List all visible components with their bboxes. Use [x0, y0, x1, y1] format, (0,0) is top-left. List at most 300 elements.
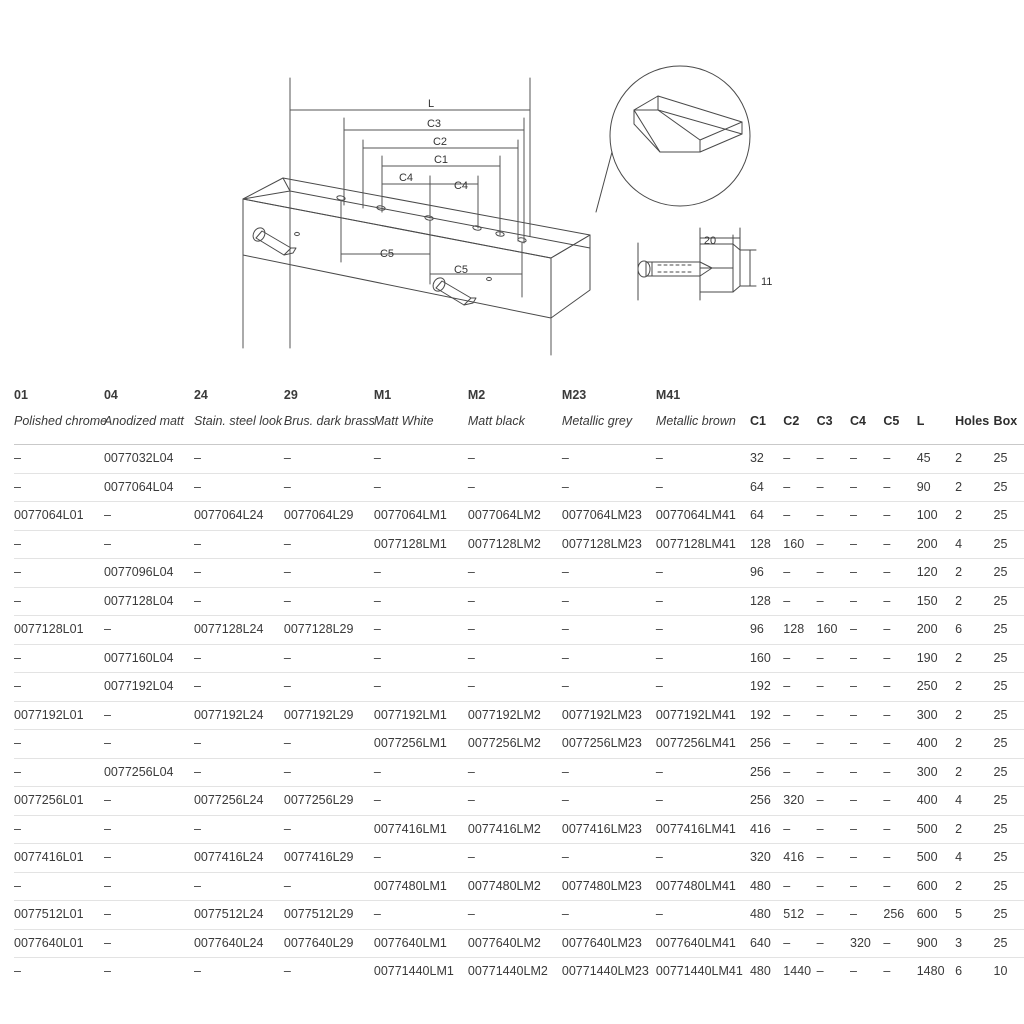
table-cell: 512 [783, 901, 816, 930]
table-row [14, 530, 1024, 559]
table-row [14, 616, 1024, 645]
dim-label-c3: C3 [426, 118, 442, 130]
table-cell: – [104, 616, 194, 645]
header-code-m41: M41 [655, 388, 681, 402]
table-cell: 0077192LM1 [374, 701, 468, 730]
table-cell: 0077192L04 [104, 673, 194, 702]
table-cell: 128 [750, 530, 783, 559]
table-cell: – [468, 787, 562, 816]
table-cell: 0077512L29 [284, 901, 374, 930]
table-cell: 0077192LM23 [562, 701, 656, 730]
technical-drawing [0, 0, 1024, 380]
table-cell: – [194, 473, 284, 502]
table-cell: – [817, 473, 850, 502]
table-cell: 25 [994, 587, 1024, 616]
table-cell: – [850, 844, 883, 873]
table-cell: 192 [750, 701, 783, 730]
table-cell: – [883, 445, 916, 474]
table-row [14, 958, 1024, 986]
table-cell: – [562, 473, 656, 502]
table-cell: 5 [955, 901, 993, 930]
table-cell: – [783, 559, 816, 588]
table-cell: 0077064L01 [14, 502, 104, 531]
table-cell: 0077032L04 [104, 445, 194, 474]
table-cell: 0077128L29 [284, 616, 374, 645]
table-cell: 45 [917, 445, 955, 474]
table-cell: – [194, 587, 284, 616]
table-cell: 1440 [783, 964, 812, 978]
table-cell: 150 [917, 587, 955, 616]
table-cell: – [14, 445, 104, 474]
table-cell: 0077064L29 [284, 502, 374, 531]
table-cell: – [468, 473, 562, 502]
table-row [14, 644, 1024, 673]
table-row [14, 559, 1024, 588]
header-l: L [916, 414, 925, 428]
table-cell: – [562, 587, 656, 616]
table-cell: 0077256LM1 [374, 730, 468, 759]
header-finish-metallic-grey: Metallic grey [561, 414, 633, 428]
table-cell: 0077192LM41 [656, 701, 750, 730]
table-cell: – [14, 559, 104, 588]
table-cell: 25 [994, 616, 1024, 645]
table-cell: – [194, 758, 284, 787]
table-cell: – [656, 473, 750, 502]
table-cell: 2 [955, 673, 993, 702]
table-row [14, 872, 1024, 901]
table-cell: 480 [750, 872, 783, 901]
table-cell: – [883, 587, 916, 616]
table-cell: – [14, 964, 21, 978]
table-cell: 00771440LM23 [561, 964, 649, 978]
table-row [14, 815, 1024, 844]
dim-label-l: L [427, 98, 435, 110]
table-cell: 00771440LM1 [373, 964, 454, 978]
table-cell: 0077512L24 [194, 901, 284, 930]
table-cell: – [783, 673, 816, 702]
table-cell: 0077480LM23 [562, 872, 656, 901]
table-cell: 120 [917, 559, 955, 588]
table-cell: – [850, 616, 883, 645]
table-cell: – [783, 587, 816, 616]
header-c5: C5 [883, 414, 900, 428]
table-cell: 128 [783, 616, 816, 645]
table-cell: 0077640LM23 [562, 929, 656, 958]
table-row [14, 473, 1024, 502]
table-cell: – [883, 502, 916, 531]
table-cell: 0077256LM2 [468, 730, 562, 759]
table-cell: – [850, 673, 883, 702]
table-cell: 2 [955, 587, 993, 616]
table-cell: 0077256LM23 [562, 730, 656, 759]
table-cell: – [284, 730, 374, 759]
table-cell: – [104, 929, 194, 958]
table-cell: – [194, 559, 284, 588]
table-cell: 256 [750, 730, 783, 759]
table-cell: 64 [750, 473, 783, 502]
table-cell: – [850, 587, 883, 616]
table-cell: – [883, 473, 916, 502]
table-cell: 600 [917, 901, 955, 930]
table-cell: – [850, 901, 883, 930]
table-cell: 0077064L24 [194, 502, 284, 531]
table-cell: 2 [955, 758, 993, 787]
table-cell: – [284, 587, 374, 616]
table-cell: – [656, 616, 750, 645]
table-cell: – [104, 530, 194, 559]
table-cell: 25 [994, 445, 1024, 474]
table-cell: 0077480LM2 [468, 872, 562, 901]
table-cell: – [817, 787, 850, 816]
table-cell: – [817, 929, 850, 958]
table-cell: 100 [917, 502, 955, 531]
header-finish-anodized-matt: Anodized matt [103, 414, 184, 428]
table-cell: 2 [955, 815, 993, 844]
table-cell: 32 [750, 445, 783, 474]
table-cell: – [883, 644, 916, 673]
table-cell: – [817, 901, 850, 930]
table-cell: – [817, 844, 850, 873]
table-cell: – [103, 964, 111, 978]
table-cell: 0077096L04 [104, 559, 194, 588]
table-cell: – [783, 701, 816, 730]
table-row [14, 502, 1024, 531]
table-cell: – [14, 872, 104, 901]
table-cell: – [194, 815, 284, 844]
header-c2: C2 [783, 414, 800, 428]
table-cell: – [817, 587, 850, 616]
table-cell: – [468, 758, 562, 787]
table-cell: – [284, 673, 374, 702]
table-row [14, 445, 1024, 474]
table-cell: – [850, 815, 883, 844]
table-cell: – [850, 644, 883, 673]
table-cell: 25 [994, 473, 1024, 502]
table-header [14, 388, 1024, 445]
table-cell: 160 [750, 644, 783, 673]
table-cell: – [883, 844, 916, 873]
table-cell: 0077064L04 [104, 473, 194, 502]
table-cell: 320 [850, 929, 883, 958]
table-cell: – [850, 872, 883, 901]
table-cell: – [562, 673, 656, 702]
table-cell: 2 [955, 644, 993, 673]
header-finish-polished-chrome: Polished chrome [14, 414, 108, 428]
specification-table [14, 388, 1024, 986]
table-cell: – [468, 901, 562, 930]
header-code-29: 29 [283, 388, 298, 402]
table-row [14, 730, 1024, 759]
table-cell: – [883, 616, 916, 645]
dim-label-c5-right: C5 [453, 264, 469, 276]
table-row [14, 901, 1024, 930]
table-cell: – [284, 473, 374, 502]
table-cell: 96 [750, 559, 783, 588]
table-cell: – [656, 673, 750, 702]
table-cell: 0077128LM2 [468, 530, 562, 559]
dim-label-c5-left: C5 [379, 248, 395, 260]
table-cell: 250 [917, 673, 955, 702]
table-cell: 0077416LM2 [468, 815, 562, 844]
table-cell: 416 [783, 844, 816, 873]
table-cell: – [656, 901, 750, 930]
table-cell: 200 [917, 616, 955, 645]
section-view [638, 228, 756, 300]
table-cell: – [656, 559, 750, 588]
table-cell: – [194, 445, 284, 474]
table-cell: – [817, 872, 850, 901]
table-cell: – [14, 644, 104, 673]
table-cell: 2 [955, 445, 993, 474]
table-cell: – [374, 758, 468, 787]
table-cell: – [817, 701, 850, 730]
table-cell: 0077064LM1 [374, 502, 468, 531]
table-cell: 2 [955, 872, 993, 901]
table-cell: – [284, 872, 374, 901]
table-cell: 25 [994, 530, 1024, 559]
table-cell: 25 [994, 787, 1024, 816]
table-cell: 0077480LM41 [656, 872, 750, 901]
table-cell: – [850, 730, 883, 759]
table-cell: 2 [955, 559, 993, 588]
table-cell: 0077640L24 [194, 929, 284, 958]
table-cell: 160 [817, 616, 850, 645]
table-cell: – [850, 530, 883, 559]
table-cell: 0077512L01 [14, 901, 104, 930]
header-code-04: 04 [103, 388, 118, 402]
table-row [14, 787, 1024, 816]
table-cell: 3 [955, 929, 993, 958]
table-cell: – [374, 673, 468, 702]
table-cell: – [14, 473, 104, 502]
header-c3: C3 [816, 414, 833, 428]
table-cell: – [14, 530, 104, 559]
table-cell: 0077256L24 [194, 787, 284, 816]
table-row [14, 673, 1024, 702]
table-cell: 200 [917, 530, 955, 559]
table-row [14, 701, 1024, 730]
table-cell: 400 [917, 787, 955, 816]
table-cell: 0077064LM23 [562, 502, 656, 531]
table-cell: 900 [917, 929, 955, 958]
table-cell: 4 [955, 530, 993, 559]
table-cell: – [850, 502, 883, 531]
table-cell: – [562, 644, 656, 673]
table-cell: 0077128LM41 [656, 530, 750, 559]
table-cell: 256 [883, 901, 916, 930]
table-cell: 0077256L01 [14, 787, 104, 816]
table-cell: – [468, 559, 562, 588]
table-cell: – [374, 644, 468, 673]
table-cell: – [656, 587, 750, 616]
table-cell: 2 [955, 730, 993, 759]
table-cell: 0077640LM1 [374, 929, 468, 958]
table-row [14, 929, 1024, 958]
table-cell: 25 [994, 815, 1024, 844]
table-cell: 6 [955, 964, 963, 978]
table-cell: 128 [750, 587, 783, 616]
table-cell: – [104, 844, 194, 873]
table-cell: – [193, 964, 201, 978]
header-box: Box [993, 414, 1018, 428]
table-cell: – [468, 844, 562, 873]
table-cell: – [283, 964, 291, 978]
header-finish-metallic-brown: Metallic brown [655, 414, 736, 428]
table-cell: – [194, 730, 284, 759]
table-cell: – [883, 872, 916, 901]
table-cell: – [468, 616, 562, 645]
table-cell: 0077416LM1 [374, 815, 468, 844]
table-cell: – [284, 644, 374, 673]
table-cell: 2 [955, 701, 993, 730]
table-cell: – [817, 530, 850, 559]
table-cell: 0077128LM23 [562, 530, 656, 559]
table-cell: – [104, 730, 194, 759]
table-cell: – [883, 530, 916, 559]
table-cell: 300 [917, 701, 955, 730]
table-cell: 500 [917, 815, 955, 844]
table-cell: – [374, 445, 468, 474]
table-body [14, 445, 1024, 986]
header-code-m23: M23 [561, 388, 587, 402]
header-code-24: 24 [193, 388, 208, 402]
table-cell: – [783, 445, 816, 474]
table-cell: 0077256LM41 [656, 730, 750, 759]
table-cell: – [374, 787, 468, 816]
table-cell: 25 [994, 644, 1024, 673]
table-cell: 25 [994, 901, 1024, 930]
header-holes: Holes [955, 414, 990, 428]
header-separator [14, 436, 1024, 445]
table-cell: – [194, 673, 284, 702]
table-cell: 256 [750, 758, 783, 787]
table-cell: – [374, 844, 468, 873]
header-finish-stain-steel-look: Stain. steel look [193, 414, 283, 428]
table-cell: – [783, 815, 816, 844]
detail-callout [596, 66, 750, 212]
table-cell: – [850, 701, 883, 730]
table-cell: – [562, 616, 656, 645]
table-cell: – [817, 673, 850, 702]
table-cell: – [883, 787, 916, 816]
table-cell: 256 [750, 787, 783, 816]
table-cell: 0077192L01 [14, 701, 104, 730]
table-cell: – [783, 473, 816, 502]
table-cell: – [374, 559, 468, 588]
header-finish-matt-black: Matt black [467, 414, 525, 428]
header-code-01: 01 [14, 388, 28, 402]
table-cell: – [817, 502, 850, 531]
table-cell: 640 [750, 929, 783, 958]
table-cell: 480 [749, 964, 771, 978]
table-cell: 0077416LM41 [656, 815, 750, 844]
table-cell: 0077128L24 [194, 616, 284, 645]
table-cell: – [562, 844, 656, 873]
table-cell: 10 [993, 964, 1008, 978]
table-cell: 0077640L29 [284, 929, 374, 958]
table-cell: 90 [917, 473, 955, 502]
table-cell: 1480 [916, 964, 945, 978]
table-cell: – [194, 530, 284, 559]
table-cell: 25 [994, 929, 1024, 958]
table-cell: – [656, 644, 750, 673]
table-cell: 0077128L01 [14, 616, 104, 645]
table-cell: 0077480LM1 [374, 872, 468, 901]
table-cell: 25 [994, 673, 1024, 702]
table-cell: – [14, 815, 104, 844]
table-cell: – [194, 872, 284, 901]
table-cell: – [656, 844, 750, 873]
table-cell: 0077128LM1 [374, 530, 468, 559]
table-cell: – [562, 559, 656, 588]
table-cell: – [883, 929, 916, 958]
table-cell: – [468, 673, 562, 702]
table-cell: – [468, 445, 562, 474]
table-cell: – [883, 673, 916, 702]
table-cell: – [284, 559, 374, 588]
header-c1: C1 [749, 414, 766, 428]
table-cell: 25 [994, 758, 1024, 787]
table-cell: – [104, 787, 194, 816]
table-cell: 600 [917, 872, 955, 901]
screw-lower [431, 276, 476, 305]
table-row [14, 587, 1024, 616]
table-cell: 2 [955, 502, 993, 531]
specification-table-wrapper [0, 388, 1024, 986]
table-cell: 0077256L29 [284, 787, 374, 816]
table-cell: 25 [994, 559, 1024, 588]
table-cell: 0077416L24 [194, 844, 284, 873]
table-cell: 400 [917, 730, 955, 759]
table-cell: 416 [750, 815, 783, 844]
dim-label-c1: C1 [433, 154, 449, 166]
dim-label-width-20: 20 [703, 235, 717, 247]
header-row-codes [14, 388, 1024, 414]
table-cell: – [284, 445, 374, 474]
table-cell: 480 [750, 901, 783, 930]
table-cell: 4 [955, 844, 993, 873]
table-cell: – [783, 872, 816, 901]
header-row-finishes [14, 414, 1024, 436]
table-cell: – [374, 901, 468, 930]
table-cell: – [104, 815, 194, 844]
table-cell: – [883, 758, 916, 787]
table-cell: – [104, 502, 194, 531]
table-cell: 0077416LM23 [562, 815, 656, 844]
table-cell: – [104, 872, 194, 901]
table-cell: 0077640L01 [14, 929, 104, 958]
dim-label-c2: C2 [432, 136, 448, 148]
table-cell: – [562, 445, 656, 474]
table-cell: – [783, 644, 816, 673]
header-c4: C4 [850, 414, 866, 428]
screw-upper [251, 226, 296, 255]
header-finish-matt-white: Matt White [373, 414, 434, 428]
table-cell: – [104, 901, 194, 930]
table-cell: – [284, 530, 374, 559]
table-cell: – [562, 787, 656, 816]
table-cell: – [883, 815, 916, 844]
table-row [14, 758, 1024, 787]
table-cell: 25 [994, 701, 1024, 730]
dim-label-c4-left: C4 [398, 172, 414, 184]
table-cell: 0077640LM41 [656, 929, 750, 958]
table-cell: – [783, 758, 816, 787]
table-cell: – [783, 502, 816, 531]
table-cell: 00771440LM41 [655, 964, 743, 978]
table-cell: 0077256L04 [104, 758, 194, 787]
dimension-lines [243, 78, 551, 355]
